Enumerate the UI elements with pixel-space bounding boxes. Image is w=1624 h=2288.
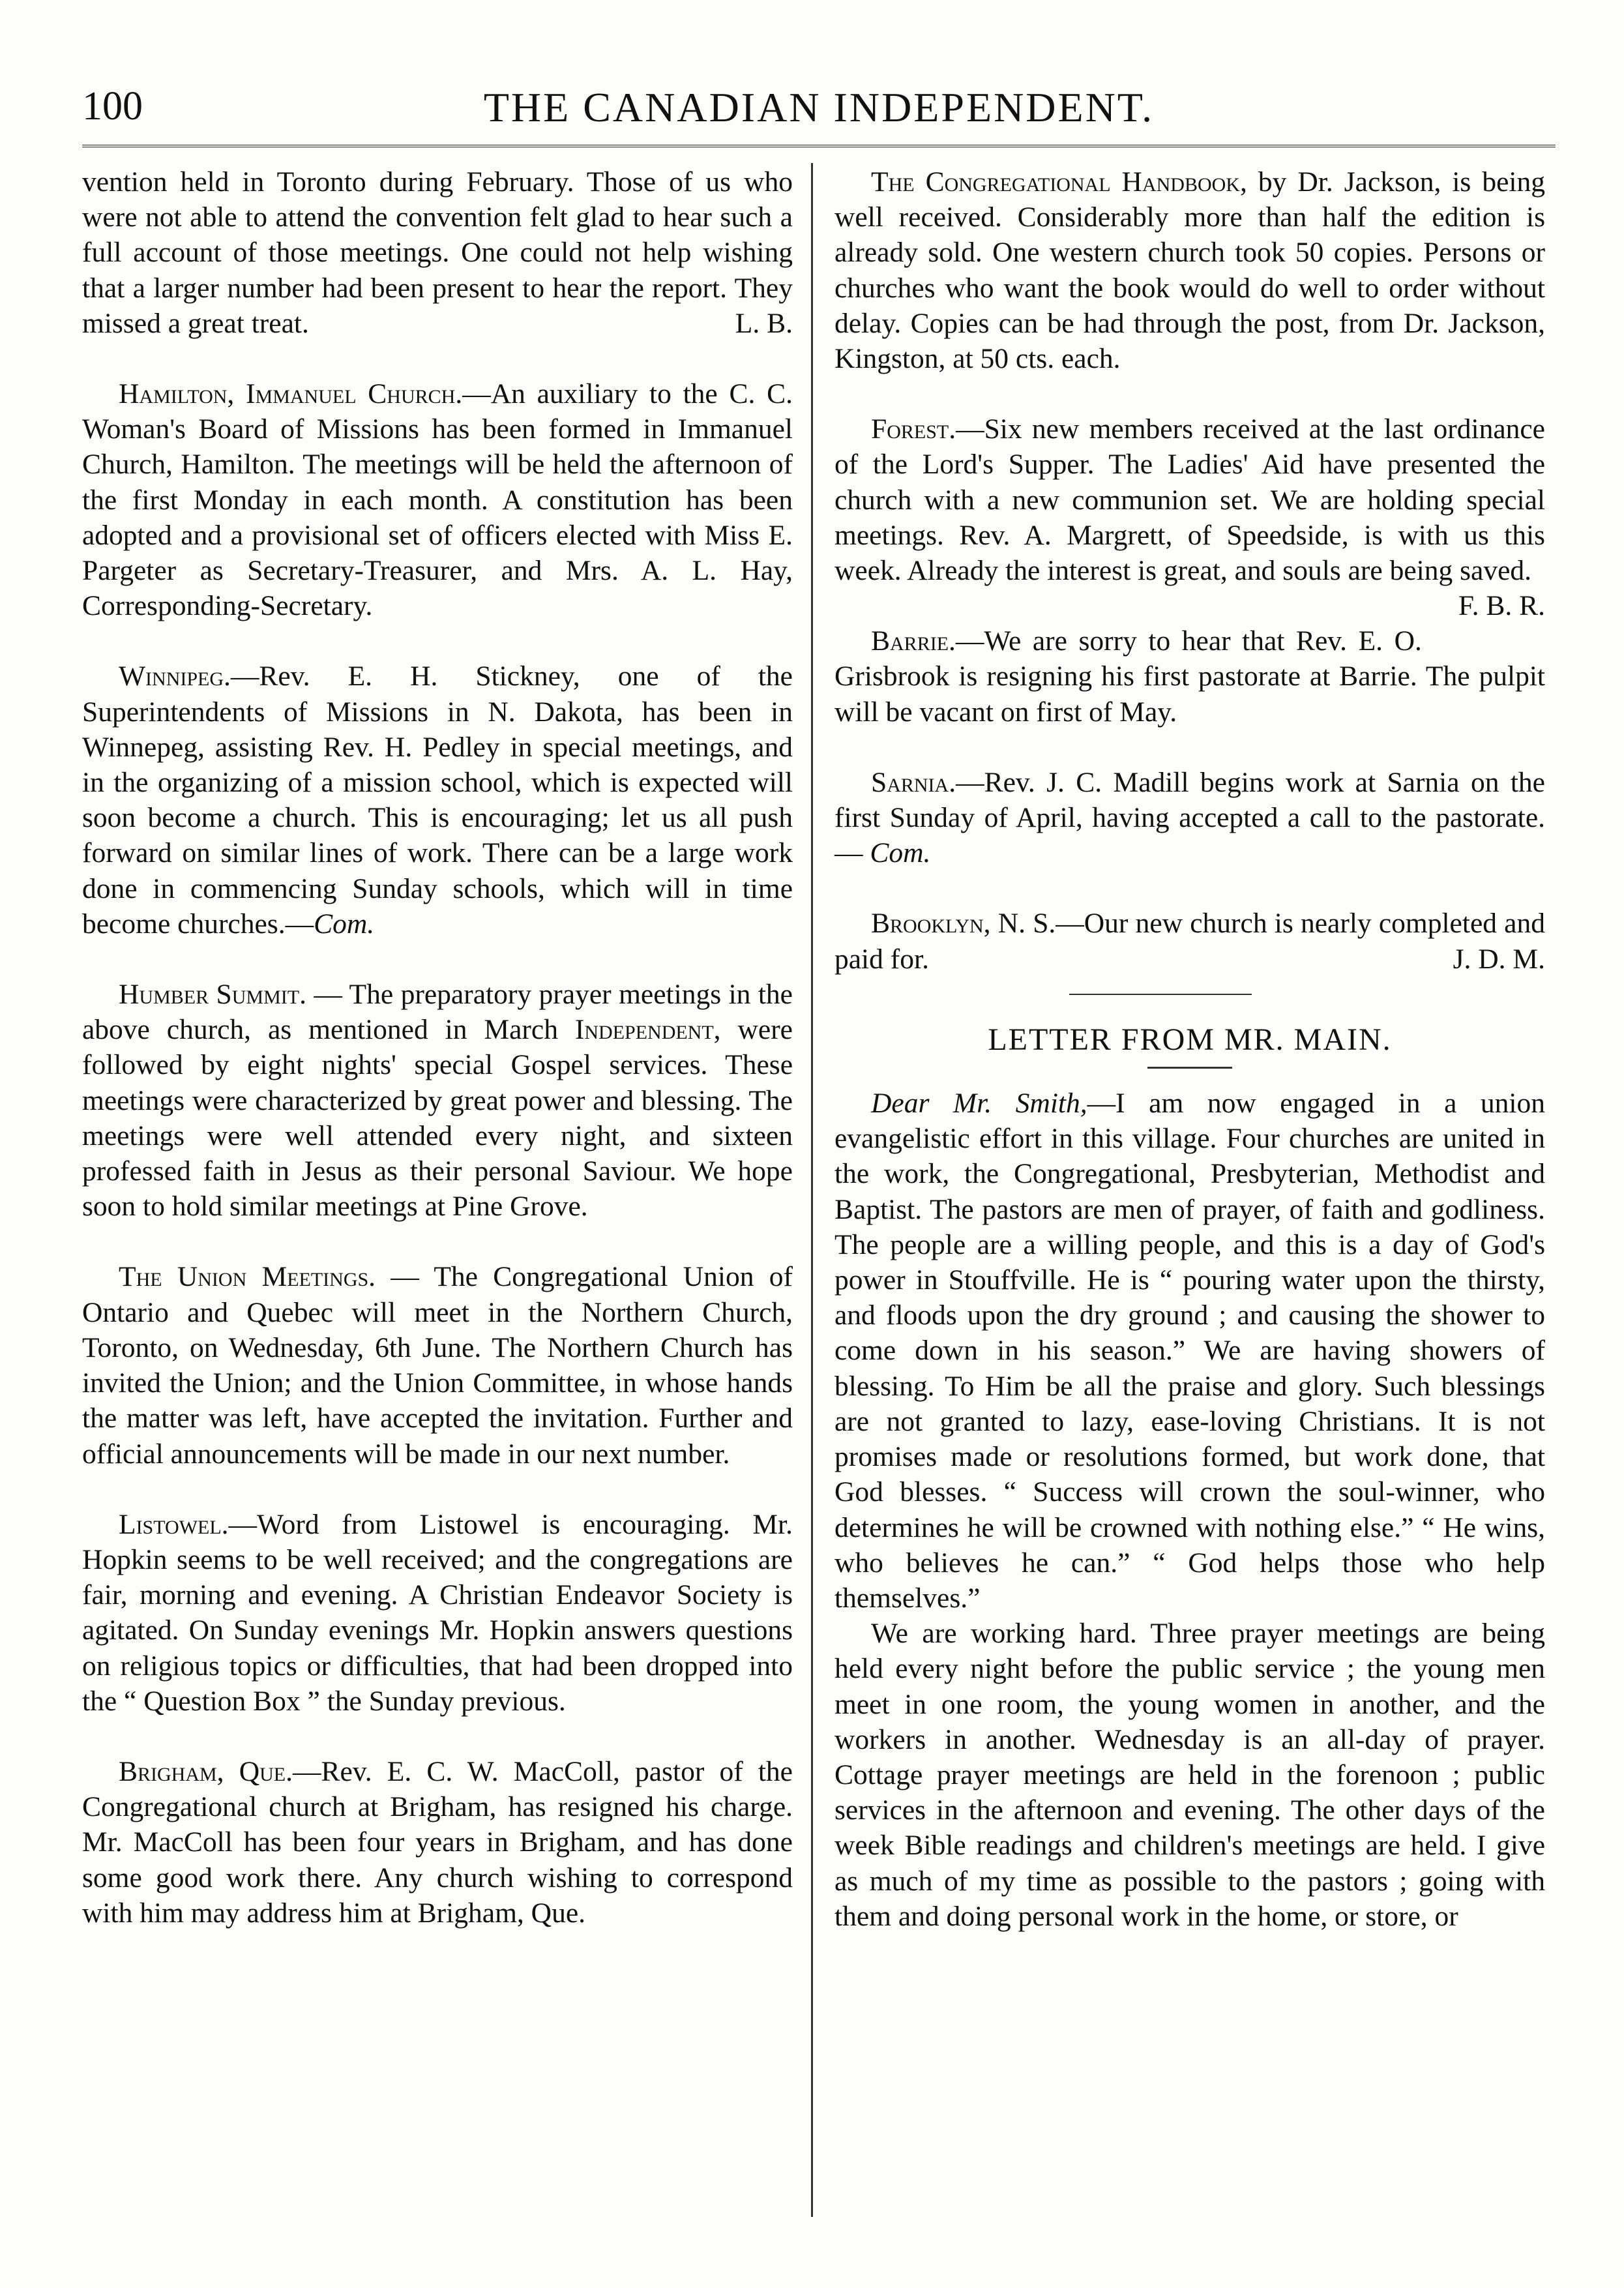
- sarnia-text: —Rev. J. C. Madill begins work at Sarnia on the first Sunday of April, having accepted a call to the pastorate.—: [834, 766, 1545, 869]
- winnipeg-article: [82, 659, 793, 942]
- humber-heading: Humber Summit.: [119, 979, 306, 1011]
- sarnia-article: [834, 765, 1545, 871]
- column-divider: [811, 163, 813, 2217]
- listowel-article: [82, 1507, 793, 1719]
- sarnia-heading: Sarnia.: [871, 766, 956, 798]
- handbook-heading: The Congregational Handbook,: [871, 166, 1247, 198]
- hamilton-text: —An auxiliary to the C. C. Woman's Board of Missions has been formed in Immanuel Church, Hamilton. The meetings will be held the afternoon of the first Monday in each month. A constitution has been adopted and a provisional set of officers elected with Miss E. Pargeter as Secretary-Treasurer, and Mrs. A. L. Hay, Corresponding-Secretary.: [82, 378, 793, 622]
- brooklyn-heading: Brooklyn, N. S.: [871, 908, 1056, 940]
- listowel-text: —Word from Listowel is encouraging. Mr. Hopkin seems to be well received; and the congregations are fair, morning and evening. A Christian Endeavor Society is agitated. On Sunday evenings Mr. Hopkin answers questions on religious topics or difficulties, that had been dropped into the “ Question Box ” the Sunday previous.: [82, 1508, 793, 1717]
- convention-text: vention held in Toronto during February. Those of us who were not able to attend the convention felt glad to hear such a full account of those meetings. One could not help wishing that a larger number had been present to hear the report. They missed a great treat.: [82, 166, 793, 339]
- convention-signature: L. B.: [735, 307, 793, 339]
- brigham-heading: Brigham, Que.: [119, 1755, 293, 1787]
- forest-signature: F. B. R.: [1458, 590, 1545, 622]
- humber-text-after: , were followed by eight nights' special Gospel services. These meetings were characterized by great power and blessing. The meetings were well attended every night, and sixteen professed faith in Jesus as their personal Saviour. We hope soon to hold similar meetings at Pine Grove.: [82, 1014, 793, 1223]
- page-number: 100: [82, 84, 143, 128]
- hamilton-article: [82, 376, 793, 623]
- section-separator: [834, 977, 1545, 1022]
- header-rule: [82, 145, 1556, 147]
- winnipeg-text: —Rev. E. H. Stickney, one of the Superintendents of Missions in N. Dakota, has been in Winnepeg, assisting Rev. H. Pedley in special meetings, and in the organizing of a mission school, which is expected will soon become a church. This is encouraging; let us all push forward on similar lines of work. There can be a large work done in commencing Sunday schools, which will in time become churches.—: [82, 661, 793, 940]
- union-article: [82, 1259, 793, 1471]
- page-header: [82, 83, 1556, 142]
- hamilton-heading: Hamilton, Immanuel Church.: [119, 378, 463, 410]
- barrie-heading: Barrie.: [871, 625, 956, 657]
- sarnia-sign: Com.: [870, 837, 931, 869]
- left-column: [82, 164, 793, 1931]
- forest-heading: Forest.: [871, 413, 956, 445]
- handbook-article: [834, 164, 1545, 376]
- separator-dash: [1069, 994, 1252, 995]
- brooklyn-signature: J. D. M.: [1453, 943, 1545, 975]
- publication-title: THE CANADIAN INDEPENDENT.: [483, 84, 1155, 130]
- winnipeg-sign: Com.: [314, 908, 375, 940]
- letter-salutation: Dear Mr. Smith,: [871, 1088, 1087, 1120]
- forest-article: [834, 411, 1545, 622]
- convention-article: [82, 164, 793, 341]
- brigham-text: —Rev. E. C. W. MacColl, pastor of the Congregational church at Brigham, has resigned his charge. Mr. MacColl has been four years in Brigham, and has done some good work there. Any church wishing to correspond with him may address him at Brigham, Que.: [82, 1755, 793, 1929]
- letter-title: LETTER FROM MR. MAIN.: [988, 1022, 1392, 1057]
- union-heading: The Union Meetings.: [119, 1261, 376, 1293]
- humber-article: [82, 977, 793, 1224]
- right-column: [834, 164, 1545, 1934]
- handbook-text: by Dr. Jackson, is being well received. Considerably more than half the edition is already sold. One western church took 50 copies. Persons or churches who want the book would do well to order without delay. Copies can be had through the post, from Dr. Jackson, Kingston, at 50 cts. each.: [834, 166, 1545, 375]
- union-text: — The Congregational Union of Ontario and Quebec will meet in the Northern Church, Toronto, on Wednesday, 6th June. The Northern Church has invited the Union; and the Union Committee, in whose hands the matter was left, have accepted the invitation. Further and official announcements will be made in our next number.: [82, 1261, 793, 1470]
- winnipeg-heading: Winnipeg.: [119, 661, 231, 692]
- listowel-heading: Listowel.: [119, 1508, 229, 1540]
- humber-text-before: — The preparatory prayer meetings in the above church, as mentioned in March: [82, 979, 793, 1046]
- brooklyn-text: —Our new church is nearly completed and paid for.: [834, 908, 1545, 975]
- letter-title-rule: [1147, 1067, 1232, 1069]
- letter-paragraph-2: We are working hard. Three prayer meetings are being held every night before the public service ; the young men meet in one room, the young women in another, and the workers in another. Wednesday is an all-day of prayer. Cottage prayer meetings are held in the forenoon ; public services in the afternoon and evening. The other days of the week Bible readings and children's meetings are held. I give as much of my time as possible to the pastors ; going with them and doing personal work in the home, or store, or: [834, 1618, 1545, 1932]
- barrie-article: [834, 623, 1545, 730]
- humber-independent: Independent: [574, 1014, 714, 1046]
- letter-paragraph-1-text: —I am now engaged in a union evangelistic effort in this village. Four churches are united in the work, the Congregational, Presbyterian, Methodist and Baptist. The pastors are men of prayer, of faith and godliness. The people are a willing people, and this is a day of God's power in Stouffville. He is “ pouring water upon the thirsty, and floods upon the dry ground ; and causing the shower to come down in his season.” We are having showers of blessing. To Him be all the praise and glory. Such blessings are not granted to lazy, ease-loving Christians. It is not promises made or resolutions formed, but work done, that God blesses. “ Success will crown the soul-winner, who determines he will be crowned with nothing else.” “ He wins, who believes he can.” “ God helps those who help themselves.”: [834, 1088, 1545, 1614]
- barrie-text: —We are sorry to hear that Rev. E. O. Grisbrook is resigning his first pastorate at Barrie. The pulpit will be vacant on first of May.: [834, 625, 1545, 728]
- forest-text: —Six new members received at the last ordinance of the Lord's Supper. The Ladies' Aid have presented the church with a new communion set. We are holding special meetings. Rev. A. Margrett, of Speedside, is with us this week. Already the interest is great, and souls are being saved.: [834, 413, 1545, 587]
- letter-paragraph-1: [834, 1086, 1545, 1616]
- brooklyn-article: [834, 906, 1545, 976]
- brigham-article: [82, 1754, 793, 1931]
